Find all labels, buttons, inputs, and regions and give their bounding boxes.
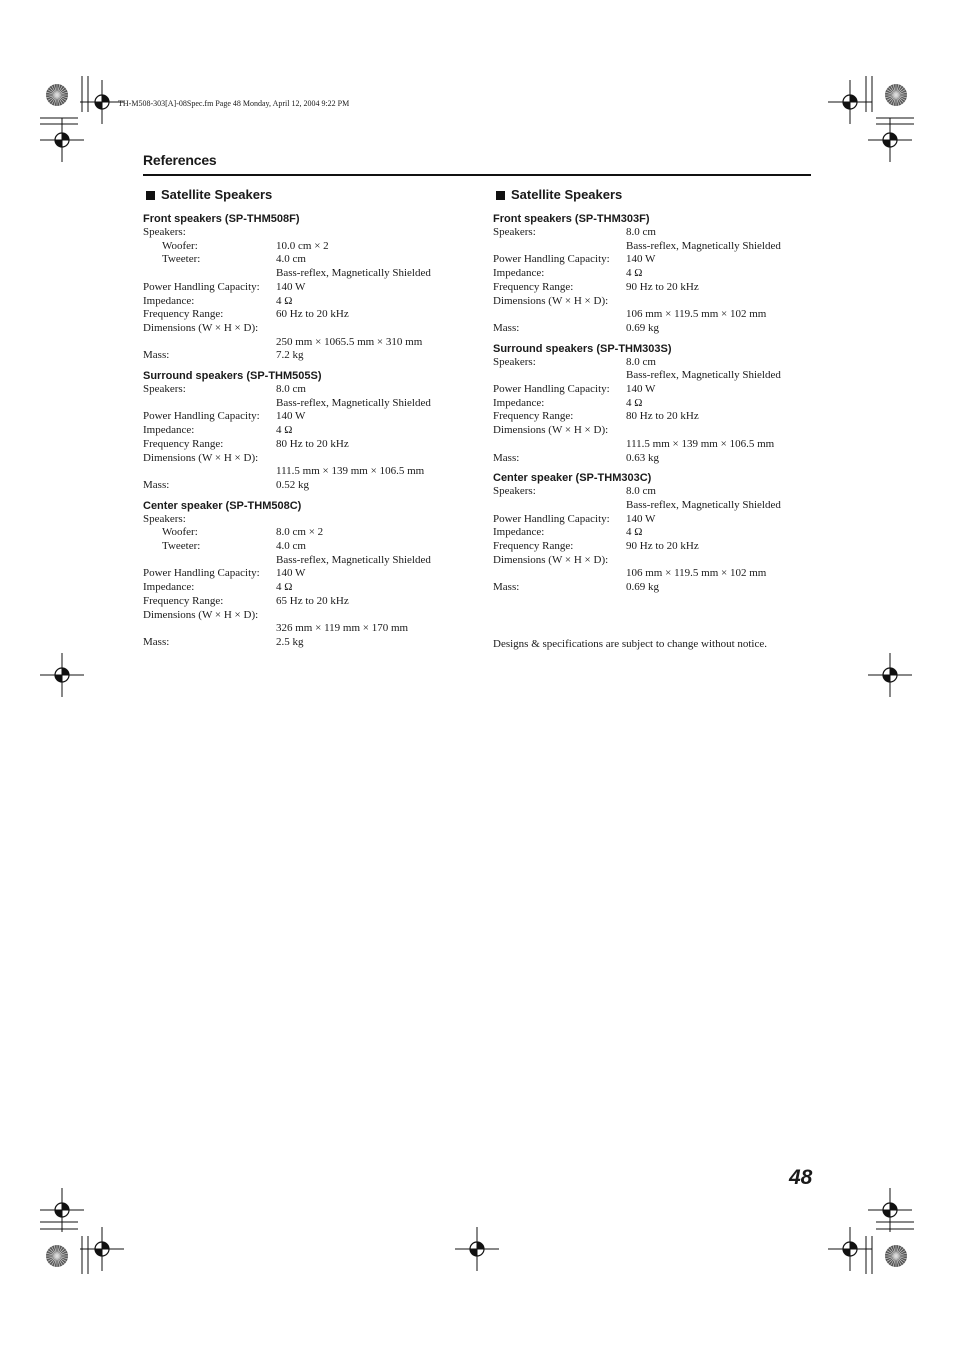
spec-row xyxy=(143,397,463,411)
spec-label: Impedance: xyxy=(143,294,195,307)
spec-value: 8.0 cm xyxy=(626,485,656,498)
speaker-spec-group xyxy=(143,369,463,493)
speaker-model-title: Surround speakers (SP-THM505S) xyxy=(143,370,322,383)
spec-value: 111.5 mm × 139 mm × 106.5 mm xyxy=(626,437,775,450)
spec-label: Frequency Range: xyxy=(493,540,574,553)
spec-label: Power Handling Capacity: xyxy=(493,512,610,525)
registration-target-icon xyxy=(828,80,872,124)
spec-row xyxy=(143,513,463,527)
registration-target-icon xyxy=(80,1227,124,1271)
spec-row xyxy=(143,465,463,479)
spec-row xyxy=(143,410,463,424)
section-heading-text: Satellite Speakers xyxy=(511,187,623,202)
spec-value: 140 W xyxy=(626,512,656,525)
spec-value: 8.0 cm xyxy=(626,226,656,238)
spec-value: 106 mm × 119.5 mm × 102 mm xyxy=(626,567,767,580)
square-bullet-icon xyxy=(146,191,155,200)
spec-row xyxy=(493,526,813,540)
spec-row xyxy=(143,595,463,609)
registration-target-icon xyxy=(868,1188,912,1232)
spec-row xyxy=(493,295,813,309)
spec-row xyxy=(493,581,813,595)
registration-target-icon xyxy=(455,1227,499,1271)
spec-row xyxy=(493,369,813,383)
spec-row xyxy=(143,622,463,636)
color-registration-dot-icon xyxy=(46,1245,68,1267)
spec-value: 80 Hz to 20 kHz xyxy=(626,410,699,423)
spec-value: 90 Hz to 20 kHz xyxy=(626,280,699,293)
spec-label: Dimensions (W × H × D): xyxy=(143,451,259,464)
spec-value: 140 W xyxy=(626,383,656,396)
spec-row xyxy=(143,567,463,581)
speaker-spec-group xyxy=(143,499,463,650)
spec-value: 8.0 cm × 2 xyxy=(276,526,324,539)
page-section-title: References xyxy=(143,152,217,168)
spec-label: Tweeter: xyxy=(162,253,201,266)
registration-target-icon xyxy=(40,118,84,162)
spec-value: 10.0 cm × 2 xyxy=(276,239,329,252)
spec-row xyxy=(143,609,463,623)
speaker-model-title: Center speaker (SP-THM508C) xyxy=(143,499,302,512)
page-number: 48 xyxy=(789,1166,813,1189)
spec-row xyxy=(143,349,463,363)
spec-label: Speakers: xyxy=(493,485,536,498)
speaker-spec-group xyxy=(493,471,813,595)
spec-label xyxy=(143,622,276,636)
spec-value: 4.0 cm xyxy=(276,540,306,553)
spec-row xyxy=(143,636,463,650)
spec-value: 111.5 mm × 139 mm × 106.5 mm xyxy=(276,465,425,478)
spec-label xyxy=(493,438,626,452)
spec-row xyxy=(143,295,463,309)
speaker-model-title: Center speaker (SP-THM303C) xyxy=(493,472,652,485)
spec-label: Dimensions (W × H × D): xyxy=(493,553,609,566)
speaker-model-title: Front speakers (SP-THM508F) xyxy=(143,213,300,225)
spec-label: Mass: xyxy=(493,581,520,594)
spec-value: 106 mm × 119.5 mm × 102 mm xyxy=(626,308,767,321)
spec-row xyxy=(143,581,463,595)
spec-value: Bass-reflex, Magnetically Shielded xyxy=(626,239,781,252)
spec-row xyxy=(493,281,813,295)
spec-value: 4 Ω xyxy=(626,267,643,280)
spec-label: Speakers: xyxy=(493,226,536,238)
spec-row xyxy=(493,226,813,240)
spec-row xyxy=(493,485,813,499)
spec-label xyxy=(493,369,626,383)
spec-row xyxy=(493,499,813,513)
spec-row xyxy=(493,410,813,424)
spec-row xyxy=(143,226,463,240)
spec-label: Speakers: xyxy=(143,226,186,238)
spec-label xyxy=(493,240,626,254)
spec-label xyxy=(143,267,276,281)
spec-label: Dimensions (W × H × D): xyxy=(493,424,609,437)
spec-label xyxy=(493,499,626,513)
spec-label: Frequency Range: xyxy=(143,308,224,321)
spec-value: 4 Ω xyxy=(626,526,643,539)
spec-value: 4 Ω xyxy=(276,581,293,594)
spec-label xyxy=(143,336,276,350)
spec-row xyxy=(143,540,463,554)
spec-row xyxy=(143,526,463,540)
spec-label: Speakers: xyxy=(143,383,186,396)
spec-label xyxy=(143,554,276,568)
section-heading xyxy=(143,186,463,204)
spec-column-right xyxy=(493,186,813,601)
spec-value: 7.2 kg xyxy=(276,349,304,362)
spec-row xyxy=(493,513,813,527)
spec-value: 250 mm × 1065.5 mm × 310 mm xyxy=(276,335,423,348)
spec-row xyxy=(143,452,463,466)
spec-row xyxy=(143,424,463,438)
spec-label: Impedance: xyxy=(493,396,545,409)
spec-value: 0.52 kg xyxy=(276,478,309,491)
registration-target-icon xyxy=(828,1227,872,1271)
spec-label: Impedance: xyxy=(493,267,545,280)
spec-label: Mass: xyxy=(493,321,520,334)
spec-label: Impedance: xyxy=(493,526,545,539)
spec-label: Speakers: xyxy=(493,355,536,368)
spec-label: Woofer: xyxy=(162,526,198,539)
spec-value: 2.5 kg xyxy=(276,635,304,648)
spec-value: 8.0 cm xyxy=(276,383,306,396)
spec-value: 0.63 kg xyxy=(626,451,659,464)
spec-label: Power Handling Capacity: xyxy=(143,410,260,423)
spec-value: 140 W xyxy=(276,410,306,423)
change-notice: Designs & specifications are subject to change without notice. xyxy=(493,638,768,650)
spec-row xyxy=(493,397,813,411)
spec-value: 4 Ω xyxy=(276,424,293,437)
spec-label: Frequency Range: xyxy=(493,410,574,423)
spec-value: 326 mm × 119 mm × 170 mm xyxy=(276,622,409,635)
speaker-spec-group xyxy=(493,212,813,336)
spec-row xyxy=(143,322,463,336)
spec-label: Power Handling Capacity: xyxy=(143,567,260,580)
spec-row xyxy=(493,424,813,438)
spec-row xyxy=(493,356,813,370)
header-rule xyxy=(143,174,811,176)
spec-row xyxy=(493,554,813,568)
spec-value: Bass-reflex, Magnetically Shielded xyxy=(276,267,431,280)
spec-label: Mass: xyxy=(143,635,170,648)
spec-row xyxy=(493,240,813,254)
spec-value: 140 W xyxy=(276,567,306,580)
speaker-model-title: Front speakers (SP-THM303F) xyxy=(493,213,650,225)
registration-target-icon xyxy=(868,653,912,697)
spec-label: Impedance: xyxy=(143,424,195,437)
spec-row xyxy=(143,336,463,350)
spec-row xyxy=(493,253,813,267)
spec-value: Bass-reflex, Magnetically Shielded xyxy=(276,553,431,566)
spec-row xyxy=(143,281,463,295)
spec-label: Power Handling Capacity: xyxy=(493,383,610,396)
spec-row xyxy=(143,554,463,568)
speaker-model-title: Surround speakers (SP-THM303S) xyxy=(493,342,672,355)
spec-value: 4.0 cm xyxy=(276,253,306,266)
spec-value: 90 Hz to 20 kHz xyxy=(626,540,699,553)
spec-label: Dimensions (W × H × D): xyxy=(143,608,259,621)
spec-row xyxy=(143,308,463,322)
speaker-spec-group xyxy=(143,212,463,363)
spec-row xyxy=(493,322,813,336)
spec-label: Tweeter: xyxy=(162,540,201,553)
color-registration-dot-icon xyxy=(885,84,907,106)
color-registration-dot-icon xyxy=(885,1245,907,1267)
color-registration-dot-icon xyxy=(46,84,68,106)
spec-value: 0.69 kg xyxy=(626,321,659,334)
spec-label: Frequency Range: xyxy=(493,280,574,293)
spec-value: 80 Hz to 20 kHz xyxy=(276,437,349,450)
spec-label: Frequency Range: xyxy=(143,437,224,450)
file-slug: TH-M508-303[A]-08Spec.fm Page 48 Monday, April 12, 2004 9:22 PM xyxy=(118,99,350,108)
spec-value: Bass-reflex, Magnetically Shielded xyxy=(626,498,781,511)
spec-row xyxy=(143,479,463,493)
spec-row xyxy=(493,267,813,281)
speaker-spec-group xyxy=(493,342,813,466)
spec-label: Speakers: xyxy=(143,512,186,525)
square-bullet-icon xyxy=(496,191,505,200)
spec-value: Bass-reflex, Magnetically Shielded xyxy=(276,396,431,409)
registration-target-icon xyxy=(40,1188,84,1232)
spec-value: Bass-reflex, Magnetically Shielded xyxy=(626,369,781,382)
spec-label: Power Handling Capacity: xyxy=(143,280,260,293)
registration-target-icon xyxy=(40,653,84,697)
spec-row xyxy=(143,253,463,267)
spec-value: 8.0 cm xyxy=(626,355,656,368)
spec-value: 60 Hz to 20 kHz xyxy=(276,308,349,321)
section-heading xyxy=(493,186,813,204)
spec-value: 0.69 kg xyxy=(626,581,659,594)
spec-label xyxy=(143,397,276,411)
spec-row xyxy=(493,383,813,397)
spec-row xyxy=(493,567,813,581)
spec-row xyxy=(143,267,463,281)
spec-row xyxy=(493,438,813,452)
spec-row xyxy=(493,308,813,322)
spec-label: Woofer: xyxy=(162,239,198,252)
spec-value: 4 Ω xyxy=(276,294,293,307)
spec-label xyxy=(143,465,276,479)
spec-label: Mass: xyxy=(143,478,170,491)
registration-target-icon xyxy=(868,118,912,162)
spec-row xyxy=(143,438,463,452)
spec-value: 65 Hz to 20 kHz xyxy=(276,594,349,607)
spec-label: Power Handling Capacity: xyxy=(493,253,610,266)
spec-label xyxy=(493,308,626,322)
spec-row xyxy=(493,452,813,466)
section-heading-text: Satellite Speakers xyxy=(161,187,273,202)
spec-label: Mass: xyxy=(493,451,520,464)
spec-label: Frequency Range: xyxy=(143,594,224,607)
spec-value: 140 W xyxy=(276,280,306,293)
spec-value: 4 Ω xyxy=(626,396,643,409)
spec-column-left xyxy=(143,186,463,656)
spec-label xyxy=(493,567,626,581)
spec-label: Mass: xyxy=(143,349,170,362)
spec-label: Dimensions (W × H × D): xyxy=(493,294,609,307)
spec-row xyxy=(143,240,463,254)
spec-row xyxy=(493,540,813,554)
spec-row xyxy=(143,383,463,397)
spec-label: Impedance: xyxy=(143,581,195,594)
spec-label: Dimensions (W × H × D): xyxy=(143,321,259,334)
spec-value: 140 W xyxy=(626,253,656,266)
